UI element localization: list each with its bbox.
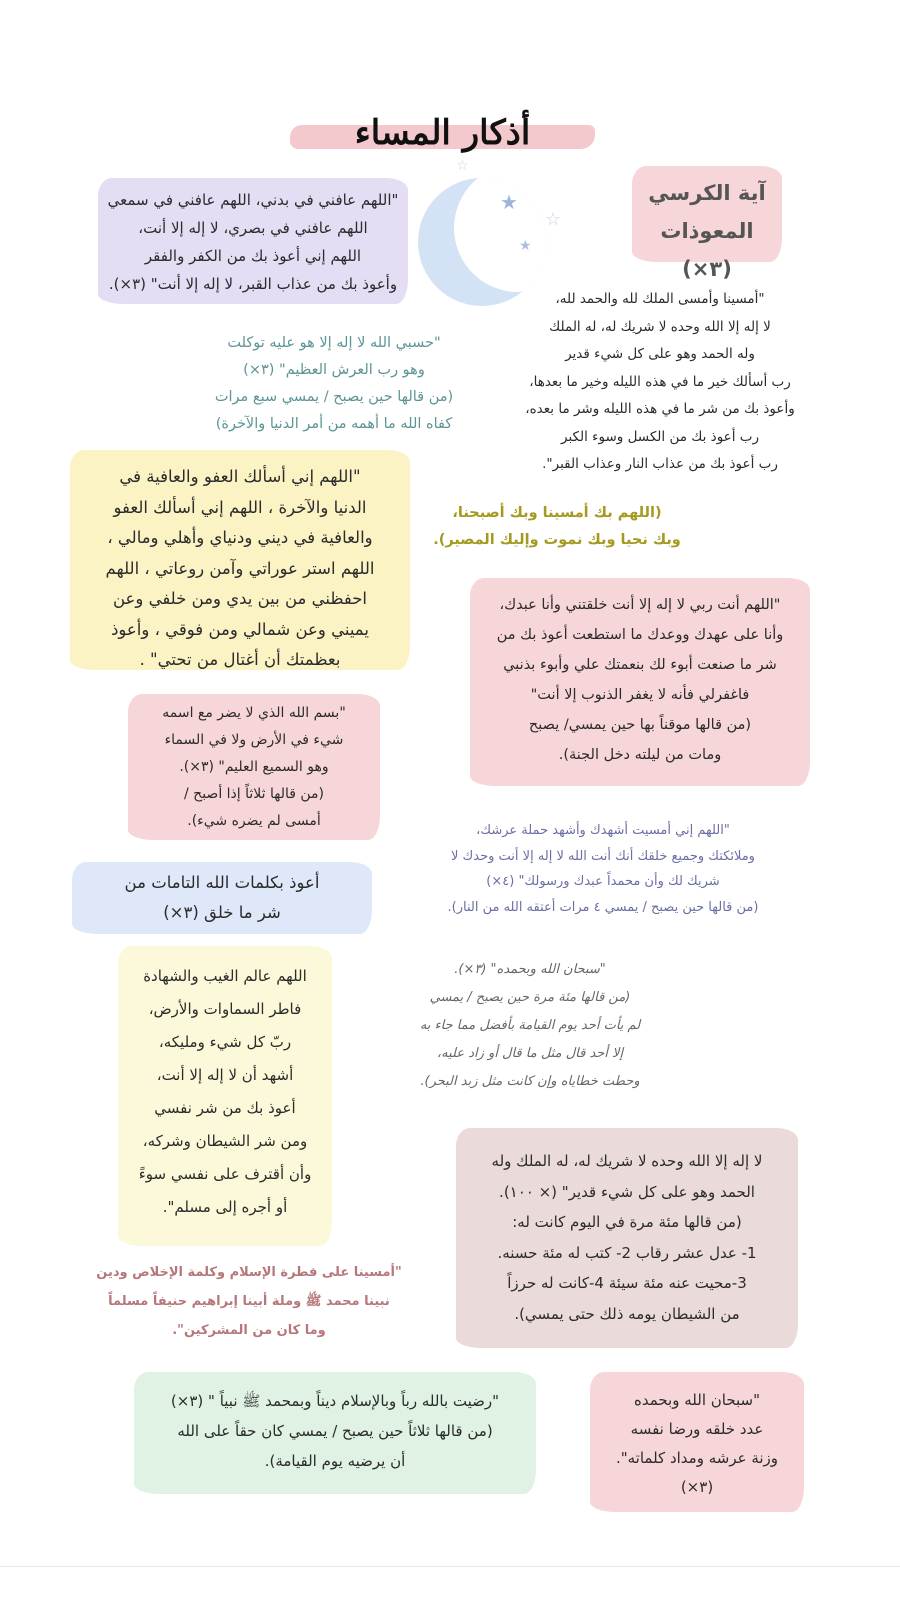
tahlil-dua-card: لا إله إلا الله وحده لا شريك له، له الملك وله الحمد وهو على كل شيء قدير" (× ١٠٠). (من قالها مئة مرة في اليوم كانت له: 1- عدل عشر رقاب 2- كتب له مئة حسنه. 3-محيت عنه مئة سيئة 4-كانت له حرزاً من الشيطان يومه ذلك حتى يمسي). [456,1128,798,1348]
star-small-icon: ★ [519,238,532,254]
alim-alghayb-card: اللهم عالم الغيب والشهادة فاطر السماوات والأرض، ربّ كل شيء ومليكه، أشهد أن لا إله إلا أنت، أعوذ بك من شر نفسي ومن شر الشيطان وشركه، وأن أقترف على نفسي سوءً أو أجره إلى مسلم". [118,946,332,1246]
page-title: أذكار المساء [354,113,531,153]
ayat-alkursi-card: آية الكرسي المعوذات (٣×) [632,166,782,262]
star-outline-icon: ☆ [545,209,562,230]
ashhaduk-dua: "اللهم إني أمسيت أشهدك وأشهد حملة عرشك، وملائكتك وجميع خلقك أنك أنت الله لا إله إلا أنت وحدك لا شريك لك وأن محمداً عبدك ورسولك" (٤×) (من قالها حين يصبح / يمسي ٤ مرات أعتقه الله من النار). [447,823,759,915]
star-icon: ★ [500,190,518,214]
subhanallah-dua: "سبحان الله وبحمده" (٣×). (من قالها مئة مرة حين يصبح / يمسي لم يأت أحد يوم القيامة بأفضل مما جاء به إلا أحد قال مثل ما قال أو زاد عليه، وحطت خطاياه وإن كانت مثل زبد البحر). [419,962,641,1089]
bismillah-dua-card: "بسم الله الذي لا يضر مع اسمه شيء في الأرض ولا في السماء وهو السميع العليم" (٣×). (من قالها ثلاثاً إذا أصبح / أمسى لم يضره شيء). [128,694,380,840]
fitra-dua: "أمسينا على فطرة الإسلام وكلمة الإخلاص ودين نبينا محمد ﷺ وملة أبينا إبراهيم حنيفاً مسلماً وما كان من المشركين". [96,1265,402,1338]
amsayna-dua: "أمسينا وأمسى الملك لله والحمد لله، لا إله إلا الله وحده لا شريك له، له الملك وله الحمد وهو على كل شيء قدير رب أسألك خير ما في هذه الليله وخير ما بعدها، وأعوذ بك من شر ما في هذه الليله وشر ما بعده، رب أعوذ بك من الكسل وسوء الكبر رب أعوذ بك من عذاب النار وعذاب القبر". [525,291,795,472]
adada-khalqihi-card: "سبحان الله وبحمده عدد خلقه ورضا نفسه وزنة عرشه ومداد كلماته". (٣×) [590,1372,804,1512]
hasbi-dua: "حسبي الله لا إله إلا هو عليه توكلت وهو رب العرش العظيم" (٣×) (من قالها حين يصبح / يمسي سبع مرات كفاه الله ما أهمه من أمر الدنيا والآخرة) [214,335,454,432]
afini-dua-card: "اللهم عافني في بدني، اللهم عافني في سمعي اللهم عافني في بصري، لا إله إلا أنت، اللهم إني أعوذ بك من الكفر والفقر وأعوذ بك من عذاب القبر، لا إله إلا أنت" (٣×). [98,178,408,304]
bottom-divider [0,1566,900,1567]
kalimat-tammat-card: أعوذ بكلمات الله التامات من شر ما خلق (٣×) [72,862,372,934]
afw-dua-card: "اللهم إني أسألك العفو والعافية في الدنيا والآخرة ، اللهم إني أسألك العفو والعافية في ديني ودنياي وأهلي ومالي ، اللهم استر عوراتي وآمن روعاتي ، اللهم احفظني من بين يدي ومن خلفي وعن يميني وعن شمالي ومن فوقي ، وأعوذ بعظمتك أن أغتال من تحتي" . [70,450,410,670]
star-tiny-icon: ☆ [456,158,469,174]
sayyid-alistighfar-card: "اللهم أنت ربي لا إله إلا أنت خلقتني وأنا عبدك، وأنا على عهدك ووعدك ما استطعت أعوذ بك من شر ما صنعت أبوء لك بنعمتك علي وأبوء بذنبي فاغفرلي فأنه لا يغفر الذنوب إلا أنت" (من قالها موقناً بها حين يمسي/ يصبح ومات من ليلته دخل الجنة). [470,578,810,786]
radeetu-dua-card: "رضيت بالله رباً وبالإسلام ديناً وبمحمد ﷺ نبياً " (٣×) (من قالها ثلاثاً حين يصبح / يمسي كان حقاً على الله أن يرضيه يوم القيامة). [134,1372,536,1494]
bika-amsayna-dua: (اللهم بك أمسينا وبك أصبحنا، وبك نحيا وبك نموت وإليك المصير). [433,505,681,548]
